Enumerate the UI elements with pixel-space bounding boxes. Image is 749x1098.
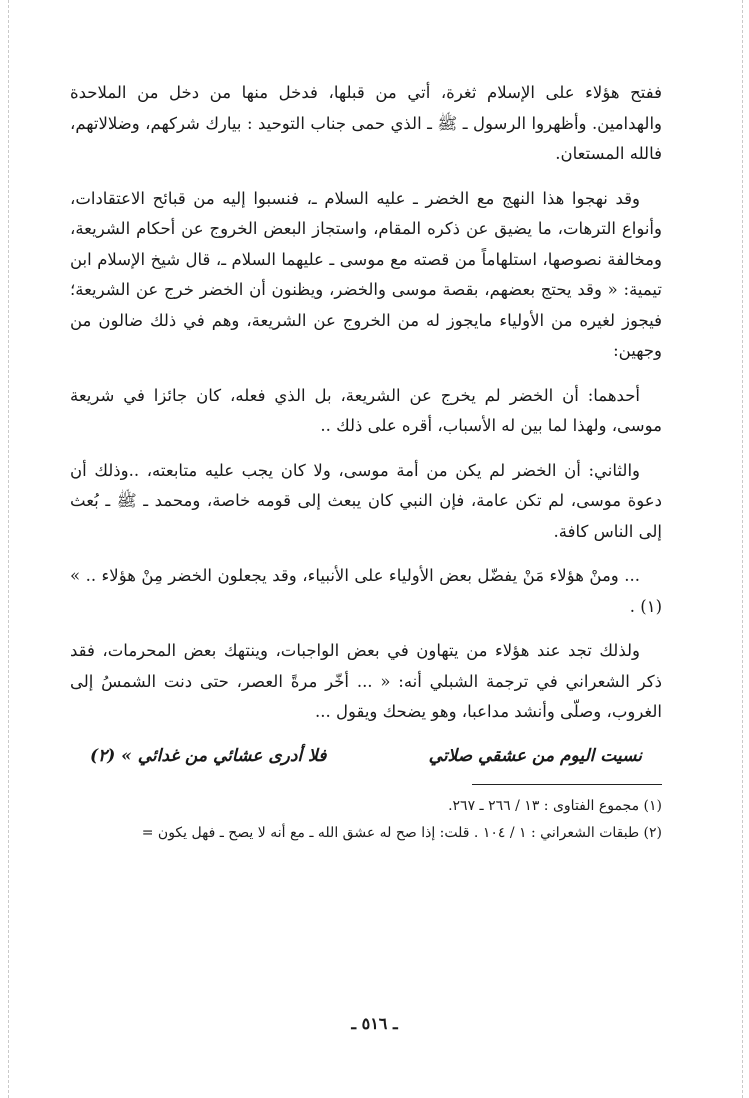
- footnote-2: (٢) طبقات الشعراني : ١ / ١٠٤ . قلت: إذا صح له عشق الله ـ مع أنه لا يصح ـ فهل يكون =: [141, 824, 662, 841]
- footnotes: [70, 793, 662, 847]
- page-body: [70, 78, 662, 847]
- paragraph-6: ولذلك تجد عند هؤلاء من يتهاون في بعض الواجبات، وينتهك بعض المحرمات، فقد ذكر الشعراني في ترجمة الشبلي أنه: « ... أخّر مرةً العصر، حتى دنت الشمسُ إلى الغروب، وصلّى وأنشد مداعبا، وهو يضحك ويقول ...: [70, 641, 662, 721]
- poem-verse: [70, 742, 662, 766]
- paragraph-4: والثاني: أن الخضر لم يكن من أمة موسى، ولا كان يجب عليه متابعته، ..وذلك أن دعوة موسى، لم تكن عامة، فإن النبي كان يبعث إلى قومه خاصة، ومحمد ـ ﷺ ـ بُعث إلى الناس كافة.: [70, 460, 662, 541]
- paragraph-1: ففتح هؤلاء على الإسلام ثغرة، أتي من قبلها، فدخل منها من دخل من الملاحدة والهدامين. وأظهروا الرسول ـ ﷺ ـ الذي حمى جناب التوحيد : بيارك شركهم، وضلالاتهم، فالله المستعان.: [70, 83, 662, 163]
- verse-first-hemistich: نسيت اليوم من عشقي صلاتي: [428, 745, 642, 766]
- footnote-1: (١) مجموع الفتاوى : ١٣ / ٢٦٦ ـ ٢٦٧.: [448, 797, 662, 814]
- paragraph-2: وقد نهجوا هذا النهج مع الخضر ـ عليه السلام ـ، فنسبوا إليه من قبائح الاعتقادات، وأنواع الترهات، ما يضيق عن ذكره المقام، واستجاز البعض الخروج عن أحكام الشريعة، ومخالفة نصوصها، استلهاماً من قصته مع موسى ـ عليهما السلام ـ، قال شيخ الإسلام ابن تيمية: « وقد يحتج بعضهم، بقصة موسى والخضر، ويظنون أن الخضر خرج عن الشريعة؛ فيجوز لغيره من الأولياء مايجوز له من الخروج عن الشريعة، وهم في ذلك ضالون من وجهين:: [70, 188, 662, 360]
- paragraph-5: ... ومنْ هؤلاء مَنْ يفضّل بعض الأولياء على الأنبياء، وقد يجعلون الخضر مِنْ هؤلاء .. » (١) .: [70, 566, 662, 616]
- page-number: ـ ٥١٦ ـ: [351, 1014, 398, 1033]
- scan-edge-line: [8, 0, 9, 1098]
- footnote-separator: [472, 784, 662, 785]
- scan-edge-line: [742, 0, 743, 1098]
- verse-second-hemistich: فلا أدرى عشائي من غدائي » (٢): [90, 745, 327, 766]
- paragraph-3: أحدهما: أن الخضر لم يخرج عن الشريعة، بل الذي فعله، كان جائزا في شريعة موسى، ولهذا لما بين له الأسباب، أقره على ذلك ..: [70, 385, 662, 435]
